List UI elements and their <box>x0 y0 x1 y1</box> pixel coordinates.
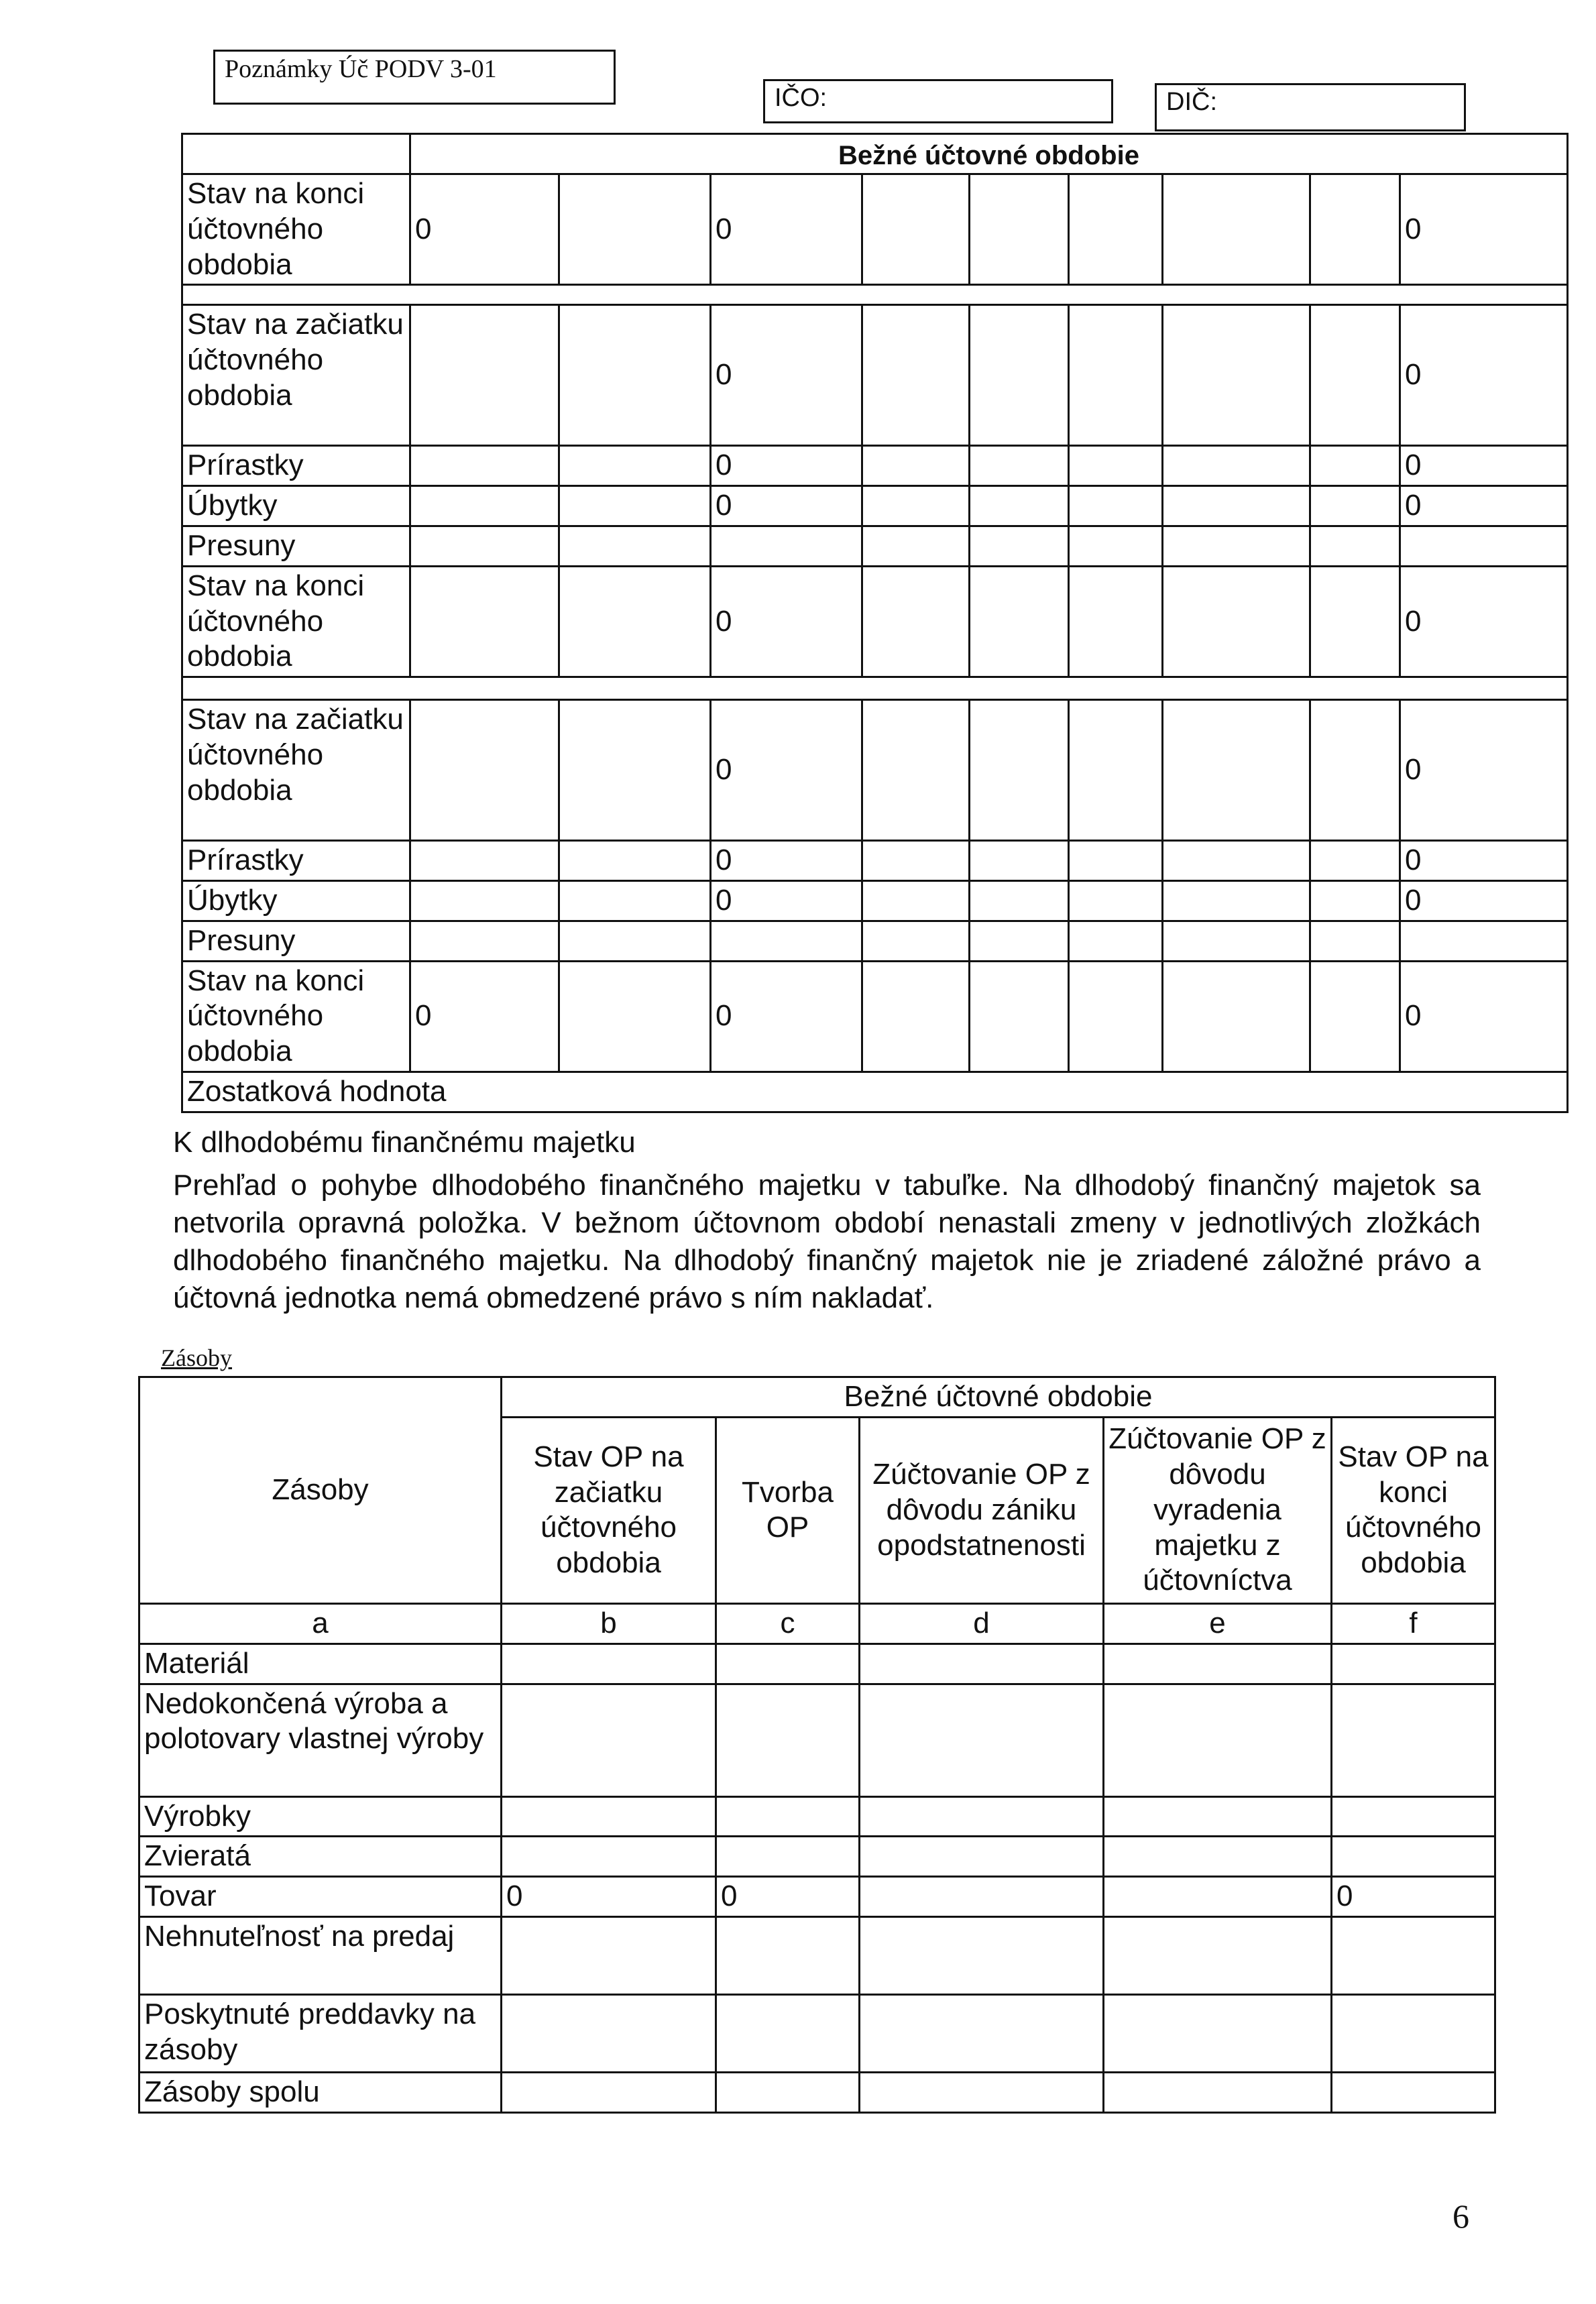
upper-cell <box>1069 566 1163 677</box>
upper-cell <box>559 526 711 566</box>
zasoby-row <box>139 1994 1495 2072</box>
zasoby-row-label: Nedokončená výroba a polotovary vlastnej výroby <box>139 1684 502 1796</box>
upper-cell <box>1163 566 1310 677</box>
dfm-heading <box>173 1124 1487 1161</box>
zasoby-col-header: Stav OP na začiatku účtovného obdobia <box>502 1417 716 1603</box>
upper-cell: 0 <box>711 961 862 1072</box>
upper-cell: 0 <box>1400 880 1568 921</box>
upper-cell: 0 <box>711 486 862 526</box>
upper-cell <box>862 961 970 1072</box>
upper-cell <box>1163 446 1310 486</box>
zasoby-col-header: Stav OP na konci účtovného obdobia <box>1332 1417 1495 1603</box>
upper-cell <box>410 700 559 841</box>
upper-table-row <box>182 921 1568 961</box>
upper-cell <box>410 566 559 677</box>
upper-cell <box>862 526 970 566</box>
upper-cell: 0 <box>1400 446 1568 486</box>
upper-header-row <box>182 134 1568 174</box>
upper-spacer-row <box>182 677 1568 700</box>
upper-cell <box>1069 841 1163 881</box>
upper-cell <box>1069 526 1163 566</box>
zasoby-cell <box>716 1916 860 1994</box>
zasoby-cell: 0 <box>502 1877 716 1917</box>
zasoby-cell: 0 <box>1332 1877 1495 1917</box>
upper-spacer <box>182 677 1568 700</box>
upper-cell <box>970 566 1069 677</box>
zasoby-cell <box>1104 1644 1332 1684</box>
upper-row-label: Presuny <box>182 526 410 566</box>
zasoby-cell <box>860 1644 1104 1684</box>
zasoby-cell <box>502 2072 716 2112</box>
upper-cell: 0 <box>410 174 559 285</box>
zasoby-cell <box>502 1837 716 1877</box>
upper-cell <box>1310 841 1400 881</box>
upper-cell <box>1310 961 1400 1072</box>
zasoby-cell <box>716 1796 860 1837</box>
upper-cell <box>711 921 862 961</box>
zasoby-col-letter: c <box>716 1603 860 1644</box>
upper-row-label: Úbytky <box>182 486 410 526</box>
zasoby-letters-row <box>139 1603 1495 1644</box>
zasoby-row <box>139 1644 1495 1684</box>
zasoby-cell <box>860 1837 1104 1877</box>
upper-period-header: Bežné účtovné obdobie <box>410 134 1568 174</box>
upper-cell <box>559 446 711 486</box>
zasoby-cell <box>502 1644 716 1684</box>
zasoby-row-label: Nehnuteľnosť na predaj <box>139 1916 502 1994</box>
zasoby-row <box>139 1877 1495 1917</box>
upper-cell <box>1310 700 1400 841</box>
upper-cell: 0 <box>711 880 862 921</box>
upper-cell <box>862 446 970 486</box>
dic-label: DIČ: <box>1166 88 1217 116</box>
upper-cell <box>559 305 711 446</box>
upper-cell <box>862 880 970 921</box>
zasoby-cell <box>860 2072 1104 2112</box>
zasoby-cell <box>1104 1796 1332 1837</box>
upper-cell <box>970 174 1069 285</box>
zasoby-cell <box>716 2072 860 2112</box>
zasoby-row <box>139 1916 1495 1994</box>
upper-cell: 0 <box>1400 486 1568 526</box>
form-label-text: Poznámky Úč PODV 3-01 <box>225 55 497 83</box>
upper-cell: 0 <box>1400 700 1568 841</box>
upper-cell <box>1310 921 1400 961</box>
zasoby-cell <box>1104 1877 1332 1917</box>
zasoby-cell <box>502 1796 716 1837</box>
upper-cell <box>559 486 711 526</box>
upper-cell <box>862 566 970 677</box>
zasoby-cell <box>716 1994 860 2072</box>
zasoby-cell <box>1104 1684 1332 1796</box>
upper-cell <box>970 700 1069 841</box>
zasoby-row <box>139 1837 1495 1877</box>
upper-cell <box>711 526 862 566</box>
upper-cell <box>410 486 559 526</box>
upper-cell: 0 <box>410 961 559 1072</box>
zasoby-col-header: Zúčtovanie OP z dôvodu zániku opodstatnenosti <box>860 1417 1104 1603</box>
ico-label: IČO: <box>775 84 828 112</box>
upper-cell <box>862 305 970 446</box>
upper-cell <box>1069 921 1163 961</box>
upper-cell <box>970 841 1069 881</box>
zasoby-cell <box>860 1916 1104 1994</box>
zasoby-cell <box>860 1796 1104 1837</box>
zasoby-title <box>161 1344 232 1372</box>
upper-cell <box>862 921 970 961</box>
upper-table-row <box>182 305 1568 446</box>
upper-cell <box>970 305 1069 446</box>
upper-table-row <box>182 841 1568 881</box>
upper-cell <box>1163 486 1310 526</box>
zasoby-col-letter: b <box>502 1603 716 1644</box>
upper-table-row <box>182 961 1568 1072</box>
zasoby-row-label: Zvieratá <box>139 1837 502 1877</box>
upper-cell: 0 <box>1400 841 1568 881</box>
upper-cell <box>1163 305 1310 446</box>
upper-cell <box>1310 880 1400 921</box>
zasoby-row <box>139 1684 1495 1796</box>
zasoby-col-header: Tvorba OP <box>716 1417 860 1603</box>
upper-cell <box>970 880 1069 921</box>
upper-cell <box>862 174 970 285</box>
upper-row-label: Stav na začiatku účtovného obdobia <box>182 305 410 446</box>
upper-cell <box>559 921 711 961</box>
zasoby-row <box>139 1796 1495 1837</box>
zasoby-row-label: Výrobky <box>139 1796 502 1837</box>
upper-row-label: Stav na začiatku účtovného obdobia <box>182 700 410 841</box>
zasoby-cell <box>860 1994 1104 2072</box>
upper-cell <box>862 841 970 881</box>
upper-cell <box>1310 486 1400 526</box>
upper-cell: 0 <box>711 566 862 677</box>
upper-cell: 0 <box>711 446 862 486</box>
upper-cell <box>1069 880 1163 921</box>
upper-cell <box>1069 446 1163 486</box>
zasoby-row-label: Zásoby spolu <box>139 2072 502 2112</box>
dfm-heading-text: K dlhodobému finančnému majetku <box>173 1126 636 1159</box>
upper-header-blank <box>182 134 410 174</box>
upper-cell <box>559 700 711 841</box>
zasoby-cell: 0 <box>716 1877 860 1917</box>
upper-cell <box>1163 961 1310 1072</box>
zasoby-row-label: Materiál <box>139 1644 502 1684</box>
zasoby-period-header: Bežné účtovné obdobie <box>502 1377 1495 1418</box>
upper-cell: 0 <box>1400 174 1568 285</box>
page-number <box>1452 2197 1469 2236</box>
dfm-paragraph <box>173 1167 1481 1317</box>
page-number-text: 6 <box>1452 2197 1469 2235</box>
upper-table-row <box>182 486 1568 526</box>
upper-cell <box>970 526 1069 566</box>
upper-cell <box>1069 486 1163 526</box>
form-label <box>213 50 616 105</box>
upper-cell: 0 <box>711 305 862 446</box>
zasoby-col-header: Zúčtovanie OP z dôvodu vyradenia majetku z účtovníctva <box>1104 1417 1332 1603</box>
zasoby-col-letter: f <box>1332 1603 1495 1644</box>
zasoby-row-label: Tovar <box>139 1877 502 1917</box>
upper-residual-row <box>182 1072 1568 1112</box>
zasoby-cell <box>1104 1837 1332 1877</box>
upper-cell <box>1069 961 1163 1072</box>
zasoby-cell <box>1332 2072 1495 2112</box>
upper-cell <box>1163 174 1310 285</box>
upper-table-row <box>182 174 1568 285</box>
upper-cell <box>1069 174 1163 285</box>
zasoby-col-header: Zásoby <box>139 1377 502 1604</box>
upper-row-label: Stav na konci účtovného obdobia <box>182 174 410 285</box>
zasoby-cell <box>1332 1644 1495 1684</box>
upper-cell <box>410 880 559 921</box>
dic-field <box>1155 83 1466 131</box>
upper-cell: 0 <box>1400 305 1568 446</box>
upper-cell <box>1310 526 1400 566</box>
zasoby-header-row <box>139 1377 1495 1418</box>
zasoby-cell <box>1104 2072 1332 2112</box>
upper-cell <box>862 486 970 526</box>
zasoby-cell <box>716 1644 860 1684</box>
upper-cell <box>1069 700 1163 841</box>
upper-cell <box>1069 305 1163 446</box>
upper-cell <box>1163 921 1310 961</box>
upper-cell <box>559 174 711 285</box>
upper-cell <box>410 526 559 566</box>
upper-row-label: Prírastky <box>182 446 410 486</box>
zasoby-cell <box>502 1684 716 1796</box>
zasoby-row-label: Poskytnuté preddavky na zásoby <box>139 1994 502 2072</box>
upper-cell: 0 <box>711 174 862 285</box>
zasoby-cell <box>860 1684 1104 1796</box>
zasoby-cell <box>716 1684 860 1796</box>
upper-table <box>181 133 1569 1113</box>
upper-cell: 0 <box>1400 961 1568 1072</box>
upper-cell: 0 <box>711 700 862 841</box>
zasoby-table <box>138 1376 1496 2114</box>
upper-row-label: Presuny <box>182 921 410 961</box>
residual-label: Zostatková hodnota <box>182 1072 1568 1112</box>
zasoby-cell <box>1332 1684 1495 1796</box>
upper-cell <box>410 446 559 486</box>
upper-cell <box>1163 841 1310 881</box>
upper-cell <box>1310 305 1400 446</box>
zasoby-cell <box>502 1916 716 1994</box>
zasoby-cell <box>1332 1796 1495 1837</box>
zasoby-cell <box>1104 1994 1332 2072</box>
upper-row-label: Stav na konci účtovného obdobia <box>182 961 410 1072</box>
upper-cell <box>559 566 711 677</box>
upper-spacer <box>182 285 1568 305</box>
upper-cell <box>970 961 1069 1072</box>
upper-table-row <box>182 566 1568 677</box>
zasoby-cell <box>860 1877 1104 1917</box>
upper-spacer-row <box>182 285 1568 305</box>
upper-cell <box>1310 446 1400 486</box>
upper-cell <box>1310 566 1400 677</box>
upper-cell: 0 <box>711 841 862 881</box>
upper-cell <box>970 446 1069 486</box>
upper-row-label: Stav na konci účtovného obdobia <box>182 566 410 677</box>
upper-cell <box>559 961 711 1072</box>
upper-cell <box>1163 526 1310 566</box>
zasoby-col-letter: a <box>139 1603 502 1644</box>
zasoby-cell <box>1332 1837 1495 1877</box>
upper-table-row <box>182 700 1568 841</box>
zasoby-title-text: Zásoby <box>161 1344 232 1371</box>
upper-row-label: Prírastky <box>182 841 410 881</box>
upper-cell <box>559 880 711 921</box>
zasoby-cell <box>1332 1916 1495 1994</box>
zasoby-row <box>139 2072 1495 2112</box>
upper-table-row <box>182 880 1568 921</box>
upper-cell <box>1163 880 1310 921</box>
upper-cell <box>559 841 711 881</box>
upper-table-row <box>182 526 1568 566</box>
zasoby-col-letter: d <box>860 1603 1104 1644</box>
upper-row-label: Úbytky <box>182 880 410 921</box>
dfm-paragraph-text: Prehľad o pohybe dlhodobého finančného majetku v tabuľke. Na dlhodobý finančný majetok sa netvorila opravná položka. V bežnom účtovnom období nenastali zmeny v jednotlivých zložkách dlhodobého finančného majetku. Na dlhodobý finančný majetok nie je zriadené záložné právo a účtovná jednotka nemá obmedzené právo s ním nakladať. <box>173 1169 1481 1314</box>
upper-cell <box>970 486 1069 526</box>
zasoby-cell <box>1104 1916 1332 1994</box>
upper-cell: 0 <box>1400 566 1568 677</box>
zasoby-cell <box>716 1837 860 1877</box>
upper-table-row <box>182 446 1568 486</box>
ico-field <box>763 79 1113 123</box>
upper-cell <box>1163 700 1310 841</box>
upper-cell <box>970 921 1069 961</box>
upper-cell <box>410 305 559 446</box>
zasoby-cell <box>1332 1994 1495 2072</box>
upper-cell <box>1400 921 1568 961</box>
upper-cell <box>410 841 559 881</box>
upper-cell <box>1310 174 1400 285</box>
zasoby-col-letter: e <box>1104 1603 1332 1644</box>
upper-cell <box>410 921 559 961</box>
zasoby-cell <box>502 1994 716 2072</box>
upper-cell <box>862 700 970 841</box>
upper-cell <box>1400 526 1568 566</box>
